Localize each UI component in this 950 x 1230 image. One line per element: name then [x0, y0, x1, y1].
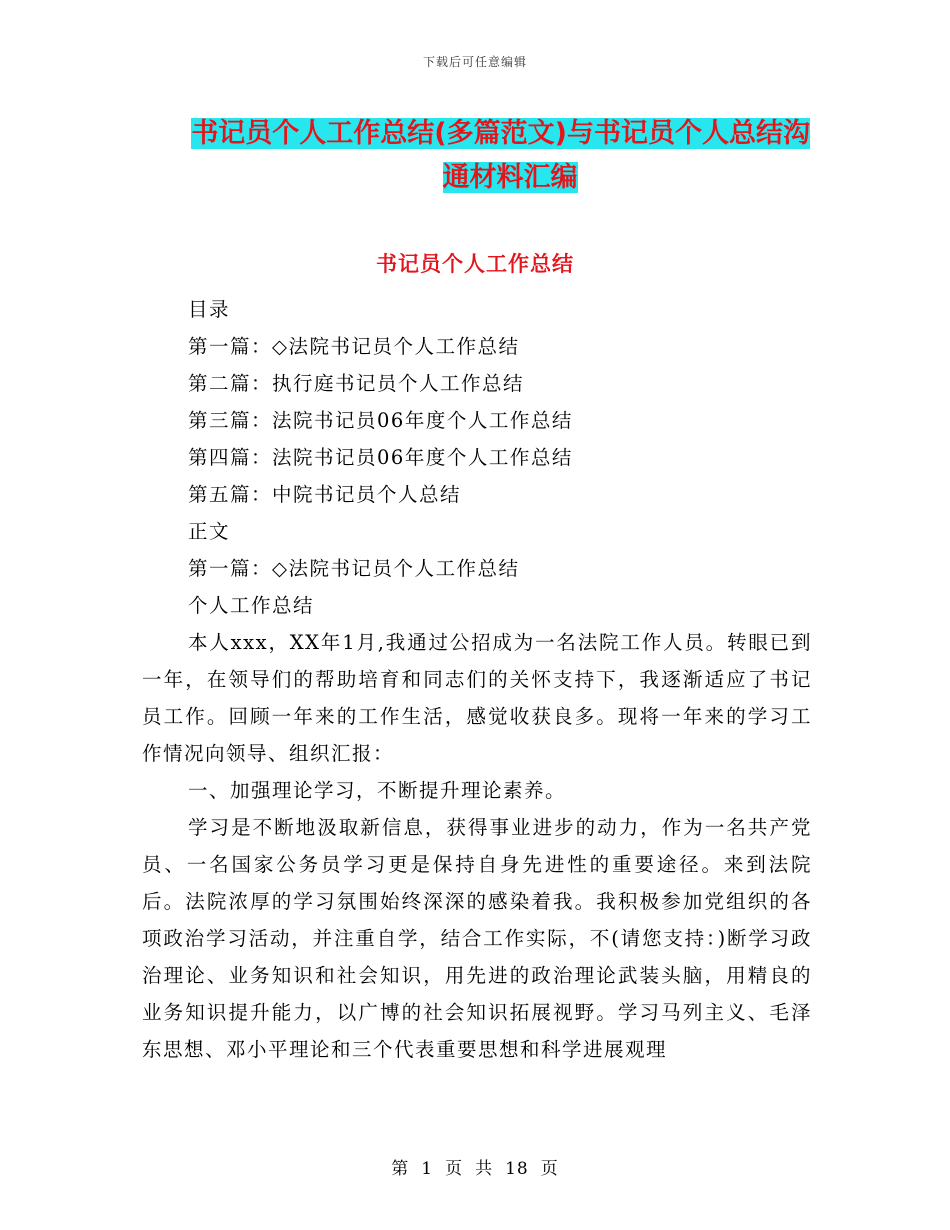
body-heading: 正文 — [188, 520, 231, 543]
header-note: 下载后可任意编辑 — [422, 55, 527, 69]
footer-page-number: 1 — [421, 1159, 434, 1179]
document-body — [142, 291, 812, 1068]
footer-page-label: 第 — [391, 1159, 410, 1179]
summary-heading: 个人工作总结 — [188, 594, 315, 617]
page-footer — [0, 1154, 950, 1179]
footer-total-label: 共 — [475, 1159, 494, 1179]
toc-item-4: 第四篇：法院书记员06年度个人工作总结 — [188, 446, 573, 469]
part1-heading: 第一篇：◇法院书记员个人工作总结 — [188, 557, 520, 580]
title-line-2: 通材料汇编 — [442, 162, 578, 193]
toc-item-1: 第一篇：◇法院书记员个人工作总结 — [188, 335, 520, 358]
footer-total-unit: 页 — [540, 1159, 559, 1179]
toc-item-5: 第五篇：中院书记员个人总结 — [188, 483, 462, 506]
footer-page-unit: 页 — [445, 1159, 464, 1179]
paragraph-intro: 本人xxx，XX年1月,我通过公招成为一名法院工作人员。转眼已到一年，在领导们的帮助培育和同志们的关怀支持下，我逐渐适应了书记员工作。回顾一年来的工作生活，感觉收获良多。现将一年来的学习工作情况向领导、组织汇报： — [142, 631, 812, 765]
footer-total-number: 18 — [505, 1159, 529, 1179]
toc-item-3: 第三篇：法院书记员06年度个人工作总结 — [188, 409, 573, 432]
paragraph-study: 学习是不断地汲取新信息，获得事业进步的动力，作为一名共产党员、一名国家公务员学习更是保持自身先进性的重要途径。来到法院后。法院浓厚的学习氛围始终深深的感染着我。我积极参加党组织的各项政治学习活动，并注重自学，结合工作实际，不(请您支持：)断学习政治理论、业务知识和社会知识，用先进的政治理论武装头脑，用精良的业务知识提升能力，以广博的社会知识拓展视野。学习马列主义、毛泽东思想、邓小平理论和三个代表重要思想和科学进展观理 — [142, 816, 812, 1061]
title-line-1: 书记员个人工作总结(多篇范文)与书记员个人总结沟 — [191, 118, 810, 149]
section-title: 书记员个人工作总结 — [376, 252, 574, 276]
toc-item-2: 第二篇：执行庭书记员个人工作总结 — [188, 372, 525, 395]
toc-heading: 目录 — [188, 298, 231, 321]
paragraph-section-1-heading: 一、加强理论学习，不断提升理论素养。 — [188, 779, 567, 802]
document-title — [140, 112, 810, 200]
